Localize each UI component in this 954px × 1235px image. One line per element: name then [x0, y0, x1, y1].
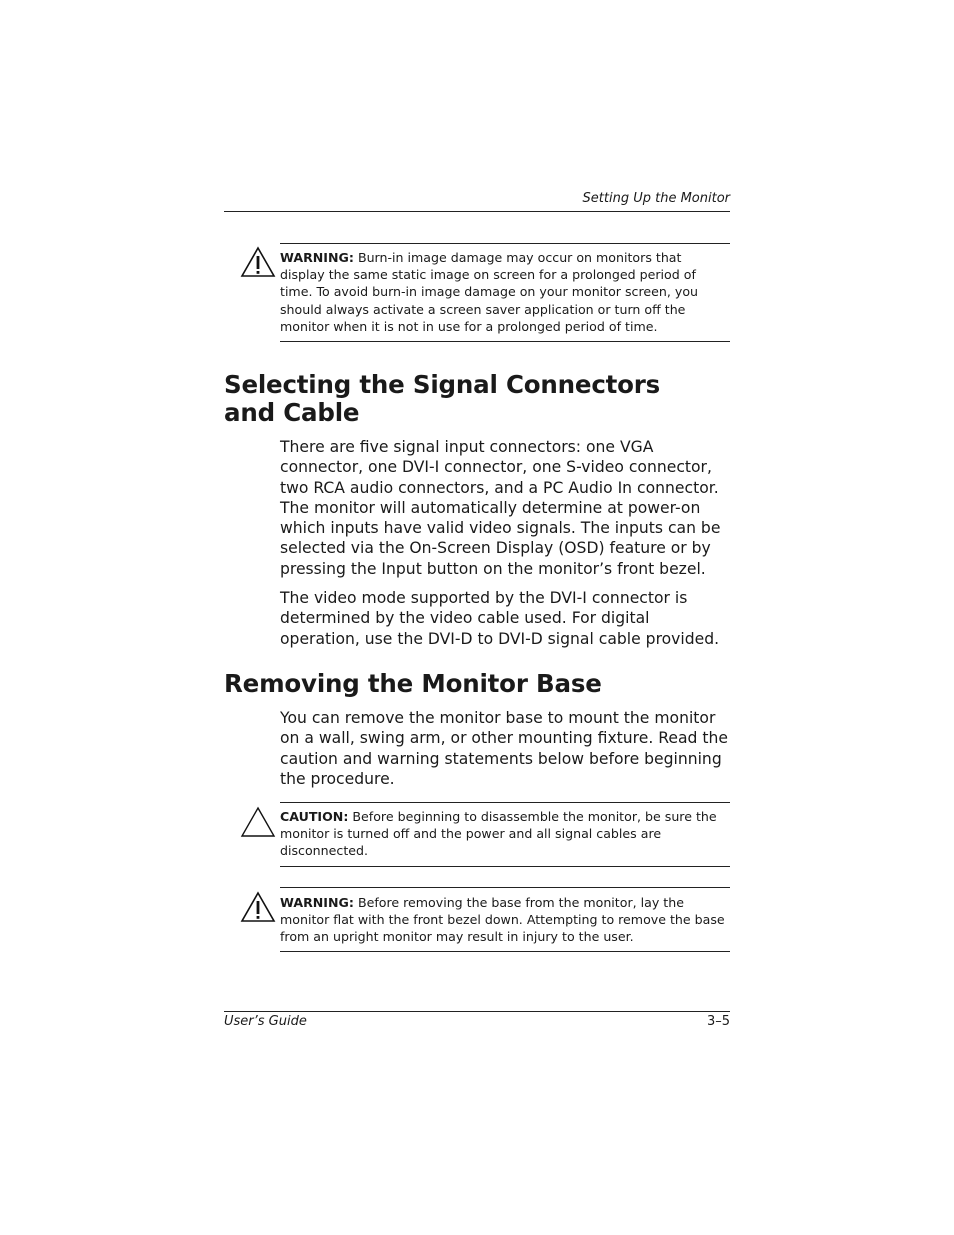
- warning1-text: Burn-in image damage may occur on monitors that display the same static image on screen for a prolonged period of time. To avoid burn-in image damage on your monitor screen, you should always activate a screen saver application or turn off the monitor when it is not in use for a prolonged period of time.: [280, 250, 699, 334]
- caution-bottom-rule: [280, 866, 730, 867]
- running-header: Setting Up the Monitor: [582, 191, 730, 206]
- footer-rule: [224, 1011, 730, 1012]
- warning1-note: [280, 249, 730, 335]
- caution-top-rule: [280, 802, 730, 803]
- paragraph: You can remove the monitor base to mount the monitor on a wall, swing arm, or other mounting fixture. Read the caution and warning statements below before beginning the procedure.: [280, 709, 728, 788]
- warning2-text: Before removing the base from the monitor, lay the monitor flat with the front bezel down. Attempting to remove the base from an upright monitor may result in injury to the user.: [280, 895, 725, 945]
- warning2-label: WARNING:: [280, 895, 354, 910]
- caution-icon: [240, 806, 276, 838]
- paragraph: There are five signal input connectors: one VGA connector, one DVI-I connector, one S-video connector, two RCA audio connectors, and a PC Audio In connector. The monitor will automatically determine at power-on which inputs have valid video signals. The inputs can be selected via the On-Screen Display (OSD) feature or by pressing the Input button on the monitor’s front bezel.: [280, 438, 721, 578]
- section-heading-signal-connectors: Selecting the Signal Connectors and Cable: [224, 370, 661, 427]
- warning1-label: WARNING:: [280, 250, 354, 265]
- warning1-top-rule: [280, 243, 730, 244]
- caution-note: [280, 808, 730, 860]
- warning-icon: [240, 891, 276, 923]
- caution-text: Before beginning to disassemble the monitor, be sure the monitor is turned off and the power and all signal cables are disconnected.: [280, 809, 717, 859]
- paragraph: The video mode supported by the DVI-I connector is determined by the video cable used. For digital operation, use the DVI-D to DVI-D signal cable provided.: [280, 589, 720, 648]
- section-heading-removing-base: Removing the Monitor Base: [224, 669, 602, 698]
- warning-icon: [240, 246, 276, 278]
- page-number: 3–5: [706, 1014, 730, 1029]
- warning2-top-rule: [280, 887, 730, 888]
- caution-label: CAUTION:: [280, 809, 349, 824]
- footer-guide-title: User’s Guide: [224, 1014, 307, 1029]
- warning2-note: [280, 894, 730, 946]
- warning1-bottom-rule: [280, 341, 730, 342]
- header-rule: [224, 211, 730, 212]
- warning2-bottom-rule: [280, 951, 730, 952]
